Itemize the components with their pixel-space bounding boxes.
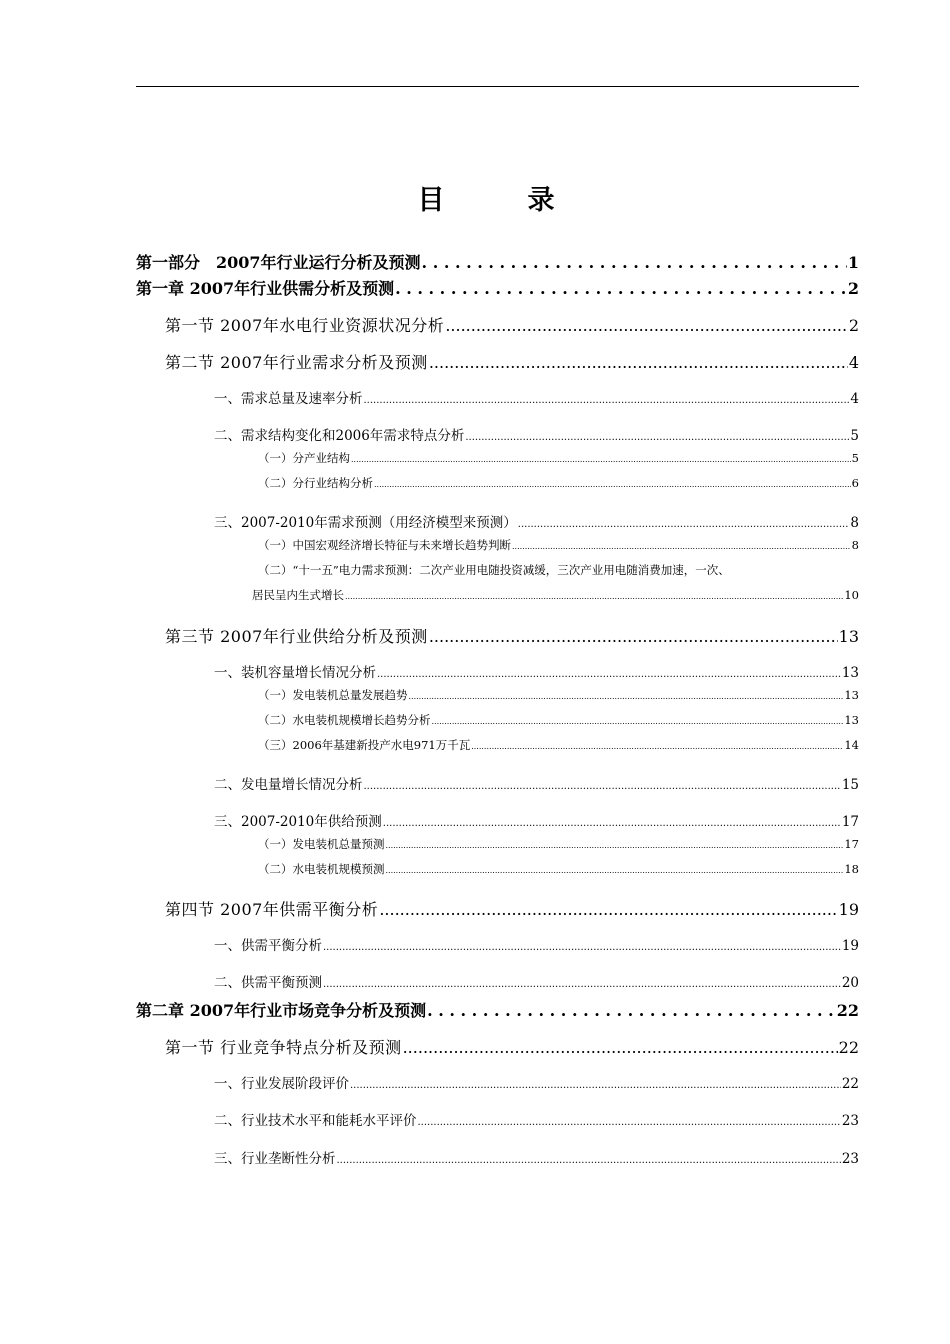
dot-leader [345,592,843,601]
toc-entry-label: 居民呈内生式增长 [252,588,344,602]
toc-page-number: 13 [844,688,859,702]
toc-page-number: 2 [847,279,859,298]
toc-entry[interactable] [258,537,859,553]
dot-leader [374,480,851,489]
toc-page-number: 17 [844,837,859,851]
toc-page-number: 6 [851,476,859,490]
toc-entry[interactable] [258,836,859,852]
toc-page-number: 20 [841,975,859,991]
toc-page-number: 4 [850,391,859,407]
toc-entry-label: 一、装机容量增长情况分析 [214,665,376,681]
toc-entry[interactable] [258,712,859,728]
toc-entry-label: 三、2007-2010年需求预测（用经济模型来预测） [214,515,517,531]
dot-leader [403,1038,838,1057]
toc-entry[interactable] [258,737,859,753]
page-title: 目 录 [417,185,583,216]
toc-entry-label: （二）分行业结构分析 [258,476,373,490]
toc-page-number: 17 [841,814,859,830]
toc-page-number: 14 [844,738,859,752]
toc-entry[interactable] [165,897,859,920]
dot-leader [323,979,841,990]
dot-leader [422,253,847,272]
toc-entry-label-continued[interactable]: （二）“十一五”电力需求预测：二次产业用电随投资减缓，三次产业用电随消费加速，一次、 [258,563,730,577]
dot-leader [337,1155,841,1166]
toc-entry[interactable] [214,387,859,407]
toc-entry-label: 第三节 2007年行业供给分析及预测 [165,627,428,646]
toc-page-number: 8 [850,515,859,531]
toc-page-number: 4 [848,353,859,372]
toc-entry[interactable] [214,773,859,793]
toc-entry-label: 一、行业发展阶段评价 [214,1076,349,1092]
toc-page-number: 15 [841,777,859,793]
toc-page-number: 23 [841,1151,859,1167]
dot-leader [512,542,851,551]
dot-leader [364,781,841,792]
toc-entry-label: （一）发电装机总量预测 [258,837,385,851]
dot-leader [350,1080,841,1091]
toc-entry[interactable] [214,1147,859,1167]
toc-entry[interactable] [214,971,859,991]
toc-entry-label: 第一章 2007年行业供需分析及预测 [136,279,395,298]
toc-entry-label: （一）分产业结构 [258,451,350,465]
toc-entry-label: 二、需求结构变化和2006年需求特点分析 [214,428,465,444]
toc-entry[interactable] [136,250,859,273]
toc-entry-label: 二、发电量增长情况分析 [214,777,363,793]
toc-entry[interactable] [214,661,859,681]
toc-entry-label: 三、行业垄断性分析 [214,1151,336,1167]
toc-entry[interactable] [136,998,859,1021]
toc-entry[interactable] [214,934,859,954]
toc-entry-label: 三、2007-2010年供给预测 [214,814,382,830]
dot-leader [323,942,841,953]
dot-leader [432,717,844,726]
dot-leader [351,455,851,464]
toc-entry[interactable] [214,511,859,531]
dot-leader [518,519,850,530]
toc-page-number: 22 [836,1001,859,1020]
toc-entry[interactable] [252,587,859,603]
dot-leader [409,692,844,701]
toc-entry[interactable] [214,424,859,444]
toc-entry-label: 第一部分 2007年行业运行分析及预测 [136,253,421,272]
dot-leader [383,818,841,829]
toc-entry[interactable] [136,276,859,299]
toc-entry-label: （二）水电装机规模预测 [258,862,385,876]
dot-leader [386,866,844,875]
toc-page-number: 23 [841,1113,859,1129]
toc-page-number: 19 [838,900,859,919]
toc-entry-label: （三）2006年基建新投产水电971万千瓦 [258,738,471,752]
dot-leader [377,669,841,680]
toc-page-number: 1 [847,253,859,272]
toc-entry-label: 第四节 2007年供需平衡分析 [165,900,379,919]
toc-entry[interactable] [214,1109,859,1129]
toc-entry[interactable] [258,687,859,703]
dot-leader [427,1001,836,1020]
toc-page-number: 2 [848,316,859,335]
dot-leader [465,432,849,443]
dot-leader [364,395,850,406]
toc-entry-label: 第二节 2007年行业需求分析及预测 [165,353,428,372]
toc-entry-label: （一）发电装机总量发展趋势 [258,688,408,702]
toc-page-number: 22 [841,1076,859,1092]
toc-page-number: 13 [841,665,859,681]
toc-entry-label: 一、需求总量及速率分析 [214,391,363,407]
toc-entry[interactable] [165,1035,859,1058]
toc-entry-label: （二）水电装机规模增长趋势分析 [258,713,431,727]
toc-page-number: 5 [850,428,859,444]
toc-entry[interactable] [165,350,859,373]
dot-leader [379,900,837,919]
toc-entry-label: 第二章 2007年行业市场竞争分析及预测 [136,1001,427,1020]
toc-entry[interactable] [165,624,859,647]
toc-entry[interactable] [165,313,859,336]
dot-leader [418,1117,841,1128]
toc-page-number: 18 [844,862,859,876]
toc-entry-label: 二、供需平衡预测 [214,975,322,991]
dot-leader [386,841,844,850]
dot-leader [429,627,838,646]
toc-page-number: 22 [838,1038,859,1057]
toc-entry[interactable] [258,861,859,877]
toc-page-number: 10 [844,588,859,602]
dot-leader [429,353,848,372]
dot-leader [395,279,847,298]
dot-leader [471,742,843,751]
toc-page-number: 19 [841,938,859,954]
toc-page-number: 5 [851,451,859,465]
toc-entry-label: （一）中国宏观经济增长特征与未来增长趋势判断 [258,538,511,552]
toc-page-number: 13 [838,627,859,646]
toc-entry[interactable] [214,1072,859,1092]
toc-entry-label: 第一节 行业竞争特点分析及预测 [165,1038,402,1057]
toc-entry-label: 二、行业技术水平和能耗水平评价 [214,1113,417,1129]
toc-entry[interactable] [214,810,859,830]
toc-entry[interactable] [258,450,859,466]
toc-entry[interactable] [258,475,859,491]
toc-page-number: 8 [851,538,859,552]
toc-entry-label: 一、供需平衡分析 [214,938,322,954]
toc-page-number: 13 [844,713,859,727]
dot-leader [445,316,848,335]
toc-entry-label: 第一节 2007年水电行业资源状况分析 [165,316,445,335]
